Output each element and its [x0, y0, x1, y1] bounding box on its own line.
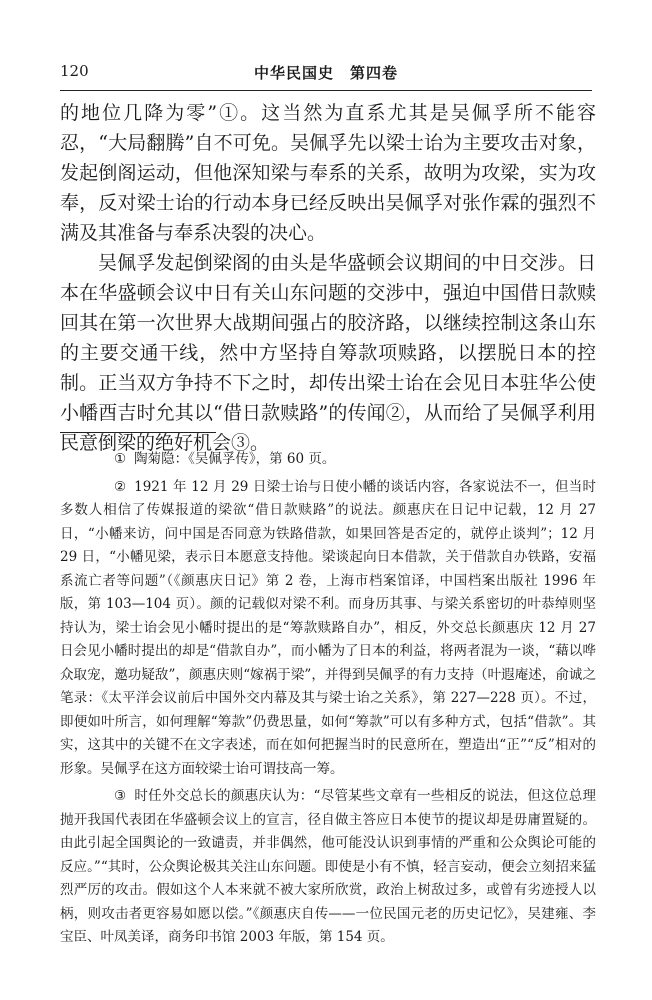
footnote-mark: ③	[114, 788, 127, 804]
footnote-mark: ②	[114, 478, 127, 495]
header-rule	[60, 90, 592, 91]
body-paragraph: 的地位几降为零”①。这当然为直系尤其是吴佩孚所不能容忍，“大局翻腾”自不可免。吴佩孚先以梁士诒为主要攻击对象，发起倒阁运动，但他深知梁与奉系的关系，故明为攻梁，实为攻奉，反对梁士诒的行动本身已经反映出吴佩孚对张作霖的强烈不满及其准备与奉系决裂的决心。	[60, 102, 596, 244]
footnote-2	[60, 476, 596, 782]
footnote-3	[60, 785, 596, 950]
footnote-mark: ①	[114, 451, 127, 467]
footnote-separator	[60, 432, 216, 433]
footnote-1	[60, 448, 596, 472]
body-text	[60, 98, 596, 458]
footnote-text: 1921 年 12 月 29 日梁士诒与日使小幡的谈话内容，各家说法不一，但当时多数人相信了传媒报道的梁欲“借日款赎路”的说法。颜惠庆在日记中记载，12 月 27 日，“小幡来访，问中国是否同意为铁路借款，如果回答是否定的，就停止谈判”；12 月 29 日，“小幡见梁，表示日本愿意支持他。梁谈起向日本借款，关于借款自办铁路，安福系流亡者等问题”（《颜惠庆日记》第 2 卷，上海市档案馆译，中国档案出版社 1996 年版，第 103—104 页）。颜的记载似对梁不利。而身历其事、与梁关系密切的叶恭绰则坚持认为，梁士诒会见小幡时提出的是“筹款赎路自办”，相反，外交总长颜惠庆 12 月 27 日会见小幡时提出的却是“借款自办”，而小幡为了日本的利益，将两者混为一谈，“藉以哗众取宠，邀功疑敌”，颜惠庆则“嫁祸于梁”，并得到吴佩孚的有力支持（叶遐庵述，俞诚之笔录：《太平洋会议前后中国外交内幕及其与梁士诒之关系》，第 227—228 页）。不过，即便如叶所言，如何理解“筹款”仍费思量，如何“筹款”可以有多种方式，包括“借款”。其实，这其中的关键不在文字表述，而在如何把握当时的民意所在，塑造出“正”“反”相对的形象。吴佩孚在这方面较梁士诒可谓技高一筹。	[60, 478, 596, 777]
footnote-text: 陶菊隐：《吴佩孚传》，第 60 页。	[134, 451, 336, 467]
footnote-text: 时任外交总长的颜惠庆认为：“尽管某些文章有一些相反的说法，但这位总理抛开我国代表团在华盛顿会议上的宣言，径自做主答应日本使节的提议却是毋庸置疑的。由此引起全国舆论的一致谴责，并非偶然，他可能没认识到事情的严重和公众舆论可能的反应。”“其时，公众舆论极其关注山东问题。即使是小有不慎，轻言妄动，便会立刻招来猛烈严厉的攻击。假如这个人本来就不被大家所欣赏，政治上树敌过多，或曾有劣迹授人以柄，则攻击者更容易如愿以偿。”《颜惠庆自传——一位民国元老的历史记忆》，吴建雍、李宝臣、叶凤美译，商务印书馆 2003 年版，第 154 页。	[60, 788, 596, 945]
body-paragraph: 吴佩孚发起倒梁阁的由头是华盛顿会议期间的中日交涉。日本在华盛顿会议中日有关山东问题的交涉中，强迫中国借日款赎回其在第一次世界大战期间强占的胶济路，以继续控制这条山东的主要交通干线，然中方坚持自筹款项赎路，以摆脱日本的控制。正当双方争持不下之时，却传出梁士诒在会见日本驻华公使小幡酉吉时允其以“借日款赎路”的传闻②，从而给了吴佩孚利用民意倒梁的绝好机会③。	[60, 252, 596, 454]
page-header	[60, 62, 592, 84]
footnotes	[60, 448, 596, 954]
running-title: 中华民国史 第四卷	[253, 64, 398, 82]
page-number: 120	[60, 62, 89, 80]
